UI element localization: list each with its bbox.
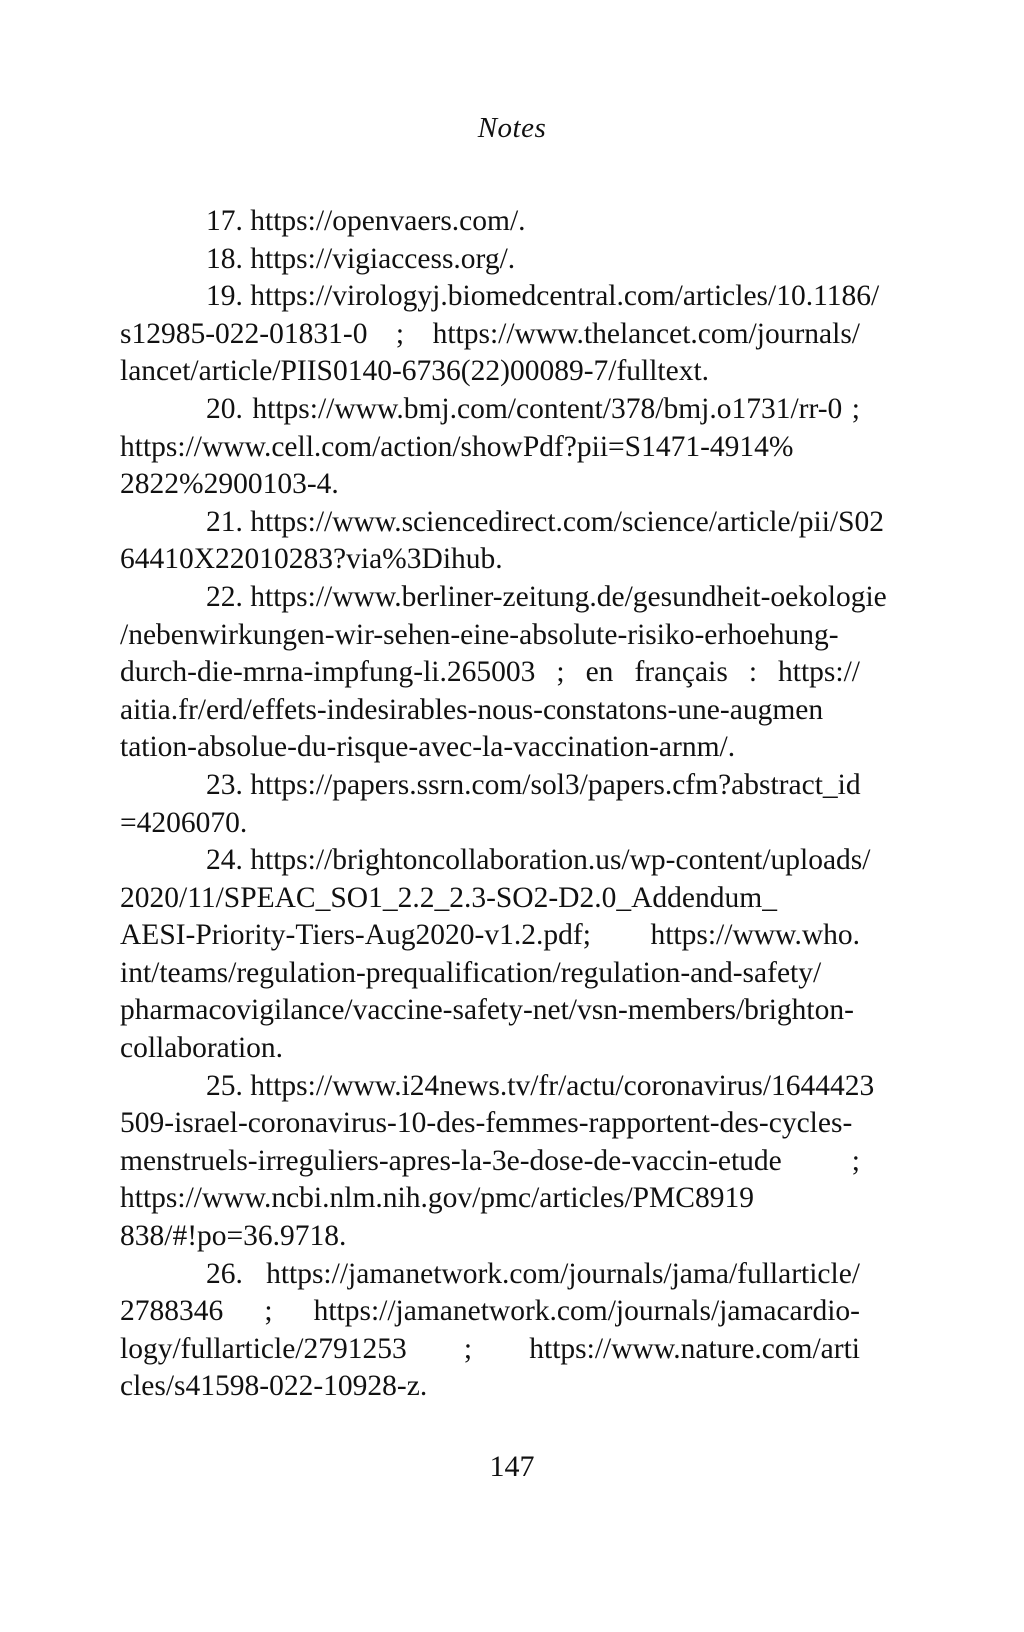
note-25-line-3: menstruels-irreguliers-apres-la-3e-dose-de-vaccin-etude ;: [120, 1144, 860, 1177]
note-23-line-2: =4206070.: [120, 806, 248, 839]
running-head: Notes: [477, 112, 547, 144]
note-24-line-1: [120, 842, 871, 880]
note-number: 20.: [206, 392, 243, 425]
note-number: 26.: [206, 1257, 243, 1290]
note-22-line-4: aitia.fr/erd/effets-indesirables-nous-constatons-une-augmen: [120, 693, 824, 726]
note-24-line-3: AESI-Priority-Tiers-Aug2020-v1.2.pdf; https://www.who.: [120, 919, 860, 952]
note-number: 18.: [206, 242, 243, 275]
note-21-line-1: [120, 504, 885, 542]
note-26-line-3: logy/fullarticle/2791253 ; https://www.nature.com/arti: [120, 1332, 860, 1365]
note-18-line-1: [120, 241, 860, 279]
page-number: 147: [489, 1450, 535, 1483]
note-24-line-4: int/teams/regulation-prequalification/regulation-and-safety/: [120, 956, 822, 989]
note-26-line-1: [120, 1256, 860, 1294]
note-24-line-6: collaboration.: [120, 1032, 284, 1065]
note-text: https://openvaers.com/.: [250, 205, 526, 237]
note-22-line-5: tation-absolue-du-risque-avec-la-vaccination-arnm/.: [120, 731, 736, 764]
note-number: 25.: [206, 1069, 243, 1102]
note-25-line-4: https://www.ncbi.nlm.nih.gov/pmc/articles/PMC8919: [120, 1182, 754, 1215]
note-text: https://jamanetwork.com/journals/jama/fullarticle/: [266, 1257, 860, 1290]
note-23-line-1: [120, 767, 860, 805]
note-20-line-2: https://www.cell.com/action/showPdf?pii=S1471-4914%: [120, 430, 794, 463]
note-number: 21.: [206, 505, 243, 538]
notes-list: [120, 203, 887, 1406]
note-26-line-4: cles/s41598-022-10928-z.: [120, 1370, 428, 1403]
note-25-line-2: 509-israel-coronavirus-10-des-femmes-rapportent-des-cycles-: [120, 1107, 853, 1140]
note-text: https://www.berliner-zeitung.de/gesundheit-oekologie: [250, 580, 887, 613]
note-number: 22.: [206, 580, 243, 613]
note-17-line-1: [120, 203, 860, 241]
note-25-line-1: [120, 1068, 875, 1106]
note-19-line-3: lancet/article/PIIS0140-6736(22)00089-7/fulltext.: [120, 355, 710, 388]
note-number: 19.: [206, 280, 243, 313]
note-text: https://www.i24news.tv/fr/actu/coronavirus/1644423: [250, 1069, 875, 1102]
note-21-line-2: 64410X22010283?via%3Dihub.: [120, 543, 503, 576]
note-text: https://www.bmj.com/content/378/bmj.o1731/rr-0 ;: [252, 392, 860, 425]
note-25-line-5: 838/#!po=36.9718.: [120, 1220, 347, 1253]
note-20-line-3: 2822%2900103-4.: [120, 468, 339, 501]
note-number: 17.: [206, 205, 243, 237]
note-text: https://www.sciencedirect.com/science/article/pii/S02: [250, 505, 885, 538]
note-22-line-3: durch-die-mrna-impfung-li.265003 ; en français : https://: [120, 656, 860, 689]
note-24-line-2: 2020/11/SPEAC_SO1_2.2_2.3-SO2-D2.0_Addendum_: [120, 881, 777, 914]
note-text: https://virologyj.biomedcentral.com/articles/10.1186/: [250, 280, 880, 313]
note-24-line-5: pharmacovigilance/vaccine-safety-net/vsn-members/brighton-: [120, 994, 854, 1027]
note-number: 23.: [206, 768, 243, 801]
note-text: https://papers.ssrn.com/sol3/papers.cfm?abstract_id: [250, 768, 861, 801]
note-20-line-1: [120, 391, 860, 429]
note-26-line-2: 2788346 ; https://jamanetwork.com/journals/jamacardio-: [120, 1295, 860, 1328]
note-number: 24.: [206, 844, 243, 877]
note-22-line-1: [120, 579, 887, 617]
note-19-line-2: s12985-022-01831-0 ; https://www.thelancet.com/journals/: [120, 317, 860, 350]
note-22-line-2: /nebenwirkungen-wir-sehen-eine-absolute-risiko-erhoehung-: [120, 618, 839, 651]
note-text: https://vigiaccess.org/.: [250, 242, 516, 275]
note-19-line-1: [120, 278, 880, 316]
note-text: https://brightoncollaboration.us/wp-content/uploads/: [250, 844, 871, 877]
